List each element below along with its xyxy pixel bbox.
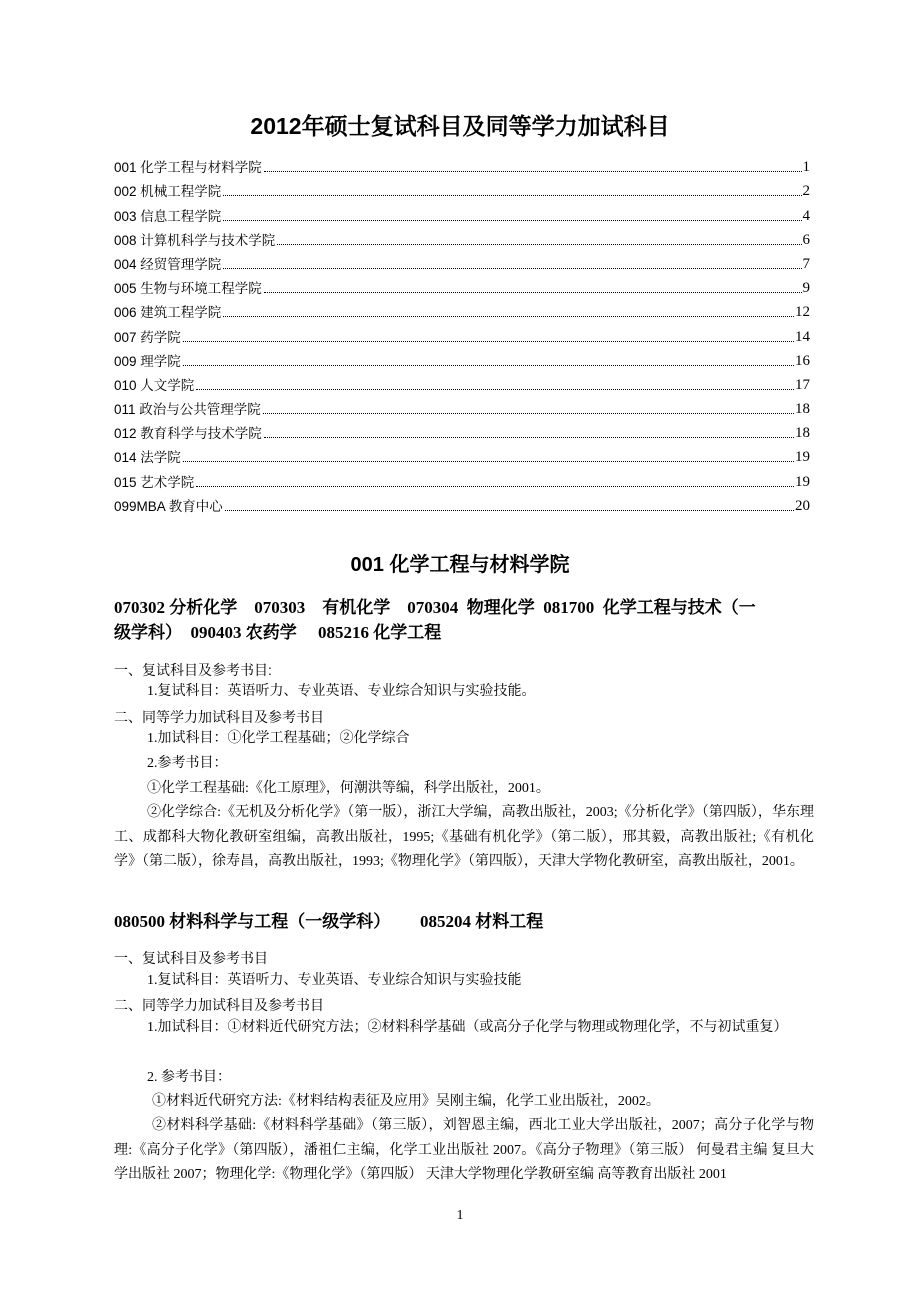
reference-item: ②材料科学基础:《材料科学基础》（第三版），刘智恩主编，西北工业大学出版社，2007；高分子化学与物理:《高分子化学》（第四版），潘祖仁主编，化学工业出版社 2007。《高分子物理》（第三版） 何曼君主编 复旦大学出版社 2007；物理化学:《物理化学》（第四版） 天津大学物理化学教研室编 高等教育出版社 2001 <box>114 1118 814 1182</box>
extra-subjects: 1.加试科目：①材料近代研究方法；②材料科学基础（或高分子化学与物理或物理化学，不与初试重复） <box>147 1020 788 1035</box>
toc-entry[interactable] <box>114 225 810 249</box>
major-heading <box>114 909 814 934</box>
toc-page: 19 <box>795 449 810 466</box>
toc-label: 003 信息工程学院 <box>114 208 222 224</box>
toc-label: 015 艺术学院 <box>114 474 195 490</box>
page-number: 1 <box>456 1208 464 1223</box>
toc-leader-dots <box>223 267 801 269</box>
toc-entry[interactable] <box>114 491 810 515</box>
toc-label: 014 法学院 <box>114 450 181 466</box>
table-of-contents <box>114 152 810 515</box>
subheading: 二、同等学力加试科目及参考书目 <box>114 709 324 725</box>
toc-label: 006 建筑工程学院 <box>114 305 222 321</box>
toc-label: 005 生物与环境工程学院 <box>114 281 262 297</box>
references-label: 2.参考书目： <box>147 756 228 771</box>
subheading: 一、复试科目及参考书目: <box>114 662 272 678</box>
subheading: 一、复试科目及参考书目 <box>114 950 268 966</box>
toc-page: 18 <box>795 425 810 442</box>
toc-label: 008 计算机科学与技术学院 <box>114 232 276 248</box>
toc-label: 002 机械工程学院 <box>114 184 222 200</box>
references-label: 2. 参考书目： <box>147 1070 231 1085</box>
toc-label: 011 政治与公共管理学院 <box>114 402 261 418</box>
toc-page: 14 <box>795 328 810 345</box>
toc-page: 20 <box>795 497 810 514</box>
reference-item: ①材料近代研究方法:《材料结构表征及应用》吴刚主编，化学工业出版社，2002。 <box>152 1094 660 1109</box>
toc-label: 012 教育科学与技术学院 <box>114 426 262 442</box>
document-title: 2012年硕士复试科目及同等学力加试科目 <box>250 113 670 139</box>
toc-entry[interactable] <box>114 442 810 466</box>
major-heading-line: 级学科） 090403 农药学 085216 化学工程 <box>114 623 442 642</box>
toc-leader-dots <box>196 485 794 487</box>
toc-leader-dots <box>264 291 802 293</box>
extra-subjects: 1.加试科目：①化学工程基础；②化学综合 <box>147 731 410 746</box>
toc-page: 1 <box>802 159 810 176</box>
toc-leader-dots <box>223 219 801 221</box>
toc-page: 2 <box>802 183 810 200</box>
toc-label: 004 经贸管理学院 <box>114 256 222 272</box>
toc-label: 099MBA 教育中心 <box>114 498 223 514</box>
toc-entry[interactable] <box>114 200 810 224</box>
toc-leader-dots <box>277 243 801 245</box>
retest-subjects: 1.复试科目：英语听力、专业英语、专业综合知识与实验技能。 <box>147 684 536 699</box>
toc-page: 7 <box>802 255 810 272</box>
toc-page: 9 <box>802 280 810 297</box>
toc-leader-dots <box>264 170 802 172</box>
toc-leader-dots <box>225 509 794 511</box>
toc-leader-dots <box>264 436 794 438</box>
reference-item: ②化学综合:《无机及分析化学》（第一版），浙江大学编，高教出版社，2003;《分析化学》（第四版），华东理工、成都科大物化教研室组编，高教出版社，1995;《基础有机化学》（第二版），邢其毅，高教出版社;《有机化学》（第二版），徐寿昌，高教出版社，1993;《物理化学》（第四版），天津大学物化教研室，高教出版社，2001。 <box>114 805 814 869</box>
section-title: 001 化学工程与材料学院 <box>350 554 570 576</box>
toc-label: 009 理学院 <box>114 353 181 369</box>
toc-page: 17 <box>795 376 810 393</box>
toc-page: 12 <box>795 304 810 321</box>
toc-entry[interactable] <box>114 346 810 370</box>
toc-entry[interactable] <box>114 418 810 442</box>
toc-page: 19 <box>795 473 810 490</box>
toc-leader-dots <box>183 364 794 366</box>
toc-page: 18 <box>795 401 810 418</box>
toc-entry[interactable] <box>114 466 810 490</box>
toc-entry[interactable] <box>114 297 810 321</box>
major-heading-line: 080500 材料科学与工程（一级学科） 085204 材料工程 <box>114 912 544 931</box>
major-heading-line: 070302 分析化学 070303 有机化学 070304 物理化学 081700 化学工程与技术（一 <box>114 598 756 617</box>
subheading: 二、同等学力加试科目及参考书目 <box>114 997 324 1013</box>
toc-label: 007 药学院 <box>114 329 181 345</box>
toc-label: 001 化学工程与材料学院 <box>114 160 262 176</box>
toc-entry[interactable] <box>114 176 810 200</box>
toc-page: 16 <box>795 352 810 369</box>
toc-entry[interactable] <box>114 370 810 394</box>
toc-page: 6 <box>802 231 810 248</box>
toc-entry[interactable] <box>114 249 810 273</box>
toc-entry[interactable] <box>114 394 810 418</box>
toc-label: 010 人文学院 <box>114 377 195 393</box>
toc-entry[interactable] <box>114 152 810 176</box>
retest-subjects: 1.复试科目：英语听力、专业英语、专业综合知识与实验技能 <box>147 973 522 988</box>
toc-page: 4 <box>802 207 810 224</box>
toc-leader-dots <box>223 315 794 317</box>
reference-item: ①化学工程基础:《化工原理》，何潮洪等编，科学出版社，2001。 <box>147 781 550 796</box>
toc-leader-dots <box>183 460 794 462</box>
toc-leader-dots <box>263 412 794 414</box>
toc-entry[interactable] <box>114 273 810 297</box>
toc-leader-dots <box>183 340 794 342</box>
toc-leader-dots <box>196 388 794 390</box>
toc-leader-dots <box>223 194 801 196</box>
major-heading <box>114 595 814 645</box>
toc-entry[interactable] <box>114 321 810 345</box>
